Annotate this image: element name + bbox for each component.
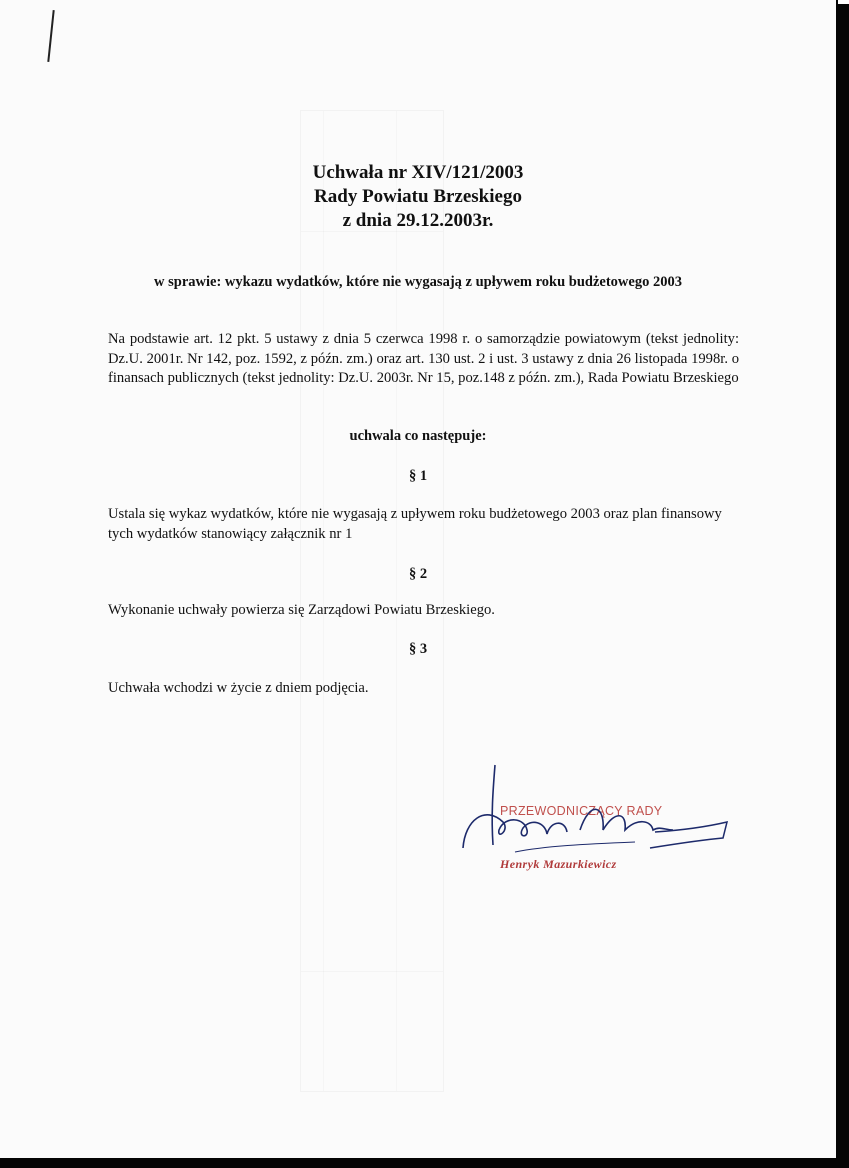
chairman-stamp-name: Henryk Mazurkiewicz (500, 857, 617, 871)
section-2-heading: § 2 (408, 566, 428, 582)
legal-basis-paragraph: Na podstawie art. 12 pkt. 5 ustawy z dnia 5 czerwca 1998 r. o samorządzie powiatowym (tekst jednolity: Dz.U. 2001r. Nr 142, poz. 1592, z późn. zm.) oraz art. 130 ust. 2 i ust. 3 ustawy z dnia 26 listopada 1998r. o finansach publicznych (tekst jednolity: Dz.U. 2003r. Nr 15, poz.148 z późn. zm.), Rada Powiatu Brzeskiego (108, 331, 739, 386)
resolution-date: z dnia 29.12.2003r. (342, 210, 494, 231)
section-1-heading: § 1 (408, 468, 428, 484)
scan-border-bottom (0, 1158, 849, 1168)
section-2-text: Wykonanie uchwały powierza się Zarządowi Powiatu Brzeskiego. (108, 602, 495, 618)
scan-border-right (836, 0, 849, 1168)
resolution-number: Uchwała nr XIV/121/2003 (312, 162, 524, 183)
council-name: Rady Powiatu Brzeskiego (314, 186, 522, 207)
section-1-text: Ustala się wykaz wydatków, które nie wygasają z upływem roku budżetowego 2003 oraz plan finansowy tych wydatków stanowiący załącznik nr 1 (108, 506, 722, 542)
section-3-text: Uchwała wchodzi w życie z dniem podjęcia. (108, 680, 369, 696)
resolution-subject: w sprawie: wykazu wydatków, które nie wygasają z upływem roku budżetowego 2003 (154, 274, 682, 290)
handwritten-signature (455, 760, 745, 870)
margin-pen-mark (47, 10, 54, 62)
scan-corner-mark (838, 0, 849, 4)
chairman-stamp-label: PRZEWODNICZĄCY RADY (500, 804, 663, 818)
section-3-heading: § 3 (408, 641, 428, 657)
resolves-heading: uchwala co następuje: (349, 428, 487, 444)
